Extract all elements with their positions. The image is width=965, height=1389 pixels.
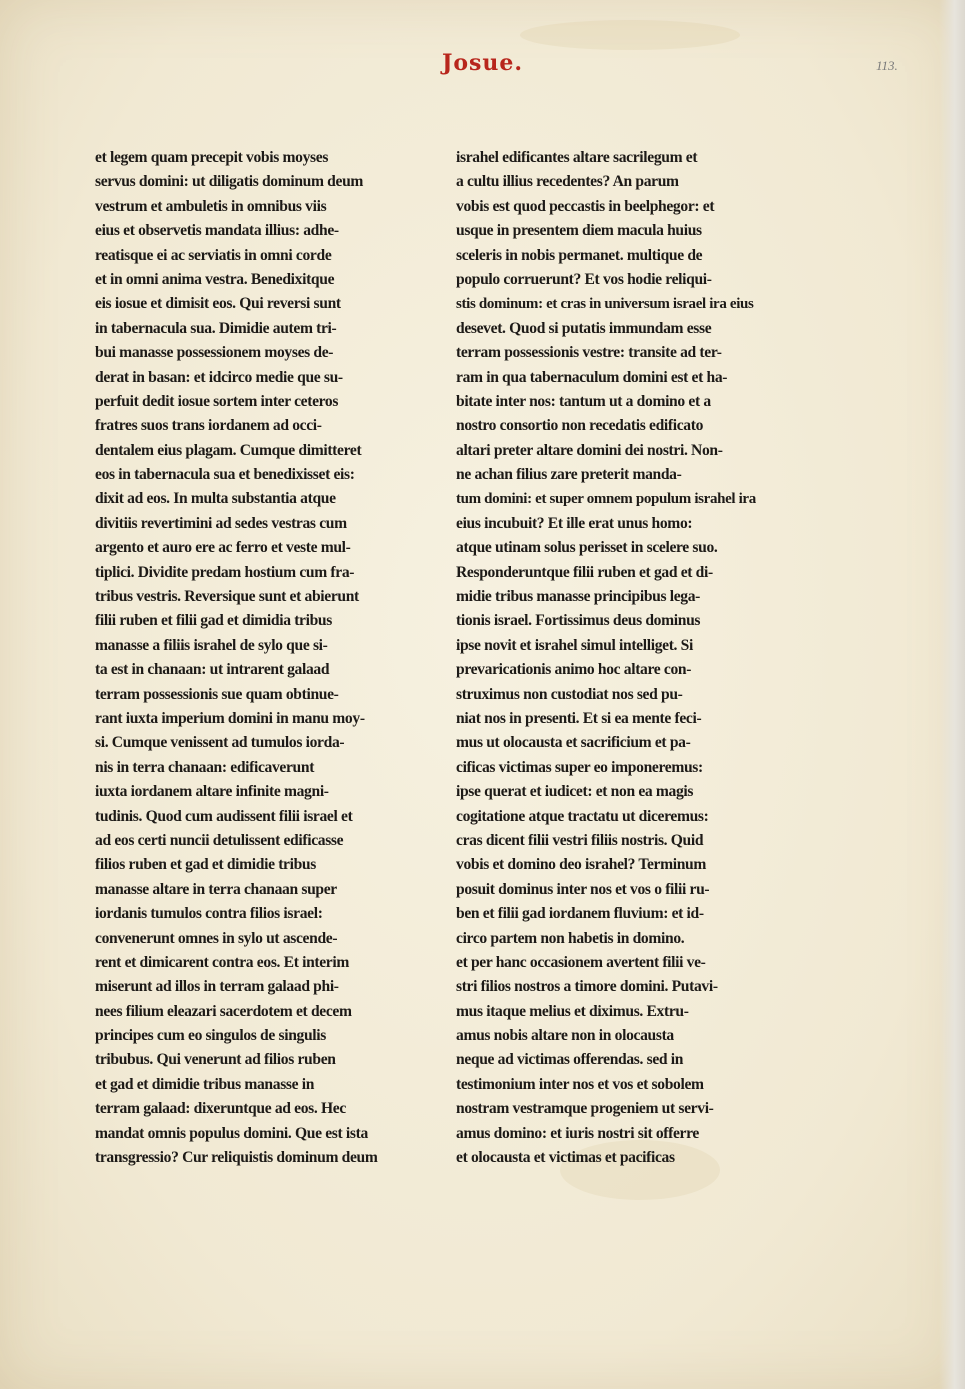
text-line: ipse querat et iudicet: et non ea magis — [456, 783, 694, 801]
text-line: israhel edificantes altare sacrilegum et — [456, 149, 698, 166]
text-line: divitiis revertimini ad sedes vestras cum — [95, 514, 347, 532]
text-line: terram possessionis vestre: transite ad ter- — [456, 344, 722, 362]
text-line: et olocausta et victimas et pacificas — [456, 1149, 675, 1167]
text-line: amus nobis altare non in olocausta — [456, 1027, 674, 1045]
text-line: rent et dimicarent contra eos. Et interim — [95, 953, 349, 971]
text-line: fratres suos trans iordanem ad occi- — [95, 417, 322, 435]
text-line: si. Cumque venissent ad tumulos iorda- — [95, 734, 345, 752]
text-line: Responderuntque filii ruben et gad et di- — [456, 563, 713, 581]
text-line: ta est in chanaan: ut intrarent galaad — [95, 661, 330, 679]
text-line: in tabernacula sua. Dimidie autem tri- — [95, 319, 337, 337]
text-line: cogitatione atque tractatu ut diceremus: — [456, 807, 709, 825]
text-line: dentalem eius plagam. Cumque dimitteret — [95, 441, 362, 459]
text-line: populo corruerunt? Et vos hodie reliqui- — [456, 270, 712, 288]
text-column-right — [456, 146, 756, 1170]
text-line: usque in presentem diem macula huius — [456, 222, 702, 240]
text-line: tribus vestris. Reversique sunt et abierunt — [95, 588, 359, 606]
text-line: servus domini: ut diligatis dominum deum — [95, 173, 364, 191]
text-line: ad eos certi nuncii detulissent edificasse — [95, 831, 344, 849]
text-line: argento et auro ere ac ferro et veste mul- — [95, 539, 351, 557]
page-edge — [939, 0, 965, 1389]
text-line: mus ut olocausta et sacrificium et pa- — [456, 734, 691, 752]
text-line: principes cum eo singulos de singulis — [95, 1027, 326, 1045]
text-line: midie tribus manasse principibus lega- — [456, 588, 701, 606]
text-line: bui manasse possessionem moyses de- — [95, 344, 334, 362]
text-line: tiplici. Dividite predam hostium cum fra- — [95, 563, 355, 581]
text-line: vobis et domino deo israhel? Terminum — [456, 856, 707, 874]
text-line: terram galaad: dixeruntque ad eos. Hec — [95, 1100, 346, 1118]
text-line: ipse novit et israhel simul intelliget. Si — [456, 636, 693, 654]
text-line: desevet. Quod si putatis immundam esse — [456, 319, 712, 337]
text-line: tum domini: et super omnem populum israhel ira — [456, 491, 756, 508]
text-line: bitate inter nos: tantum ut a domino et a — [456, 392, 711, 410]
text-line: filii ruben et filii gad et dimidia tribus — [95, 612, 332, 630]
text-line: posuit dominus inter nos et vos o filii ru- — [456, 880, 710, 898]
text-line: cras dicent filii vestri filiis nostris. Quid — [456, 831, 704, 849]
text-line: vobis est quod peccastis in beelphegor: et — [456, 197, 715, 215]
text-line: vestrum et ambuletis in omnibus viis — [95, 197, 327, 215]
text-column-left — [95, 146, 395, 1170]
text-line: tudinis. Quod cum audissent filii israel et — [95, 807, 353, 825]
text-line: transgressio? Cur reliquistis dominum deum — [95, 1149, 378, 1167]
text-line: manasse a filiis israhel de sylo que si- — [95, 636, 328, 654]
text-line: a cultu illius recedentes? An parum — [456, 173, 679, 191]
text-line: et legem quam precepit vobis moyses — [95, 149, 329, 166]
text-line: nostram vestramque progeniem ut servi- — [456, 1100, 714, 1118]
text-line: eos in tabernacula sua et benedixisset eis: — [95, 466, 355, 484]
text-line: terram possessionis sue quam obtinue- — [95, 685, 339, 703]
text-line: eis iosue et dimisit eos. Qui reversi sunt — [95, 295, 341, 313]
text-line: circo partem non habetis in domino. — [456, 929, 685, 947]
text-line: reatisque ei ac serviatis in omni corde — [95, 246, 332, 264]
text-line: et per hanc occasionem avertent filii ve- — [456, 953, 706, 971]
text-line: ben et filii gad iordanem fluvium: et id- — [456, 905, 704, 923]
text-line: mandat omnis populus domini. Que est ista — [95, 1124, 368, 1142]
text-line: mus itaque melius et diximus. Extru- — [456, 1002, 689, 1020]
text-line: iordanis tumulos contra filios israel: — [95, 905, 323, 923]
text-line: niat nos in presenti. Et si ea mente feci- — [456, 709, 702, 727]
text-line: ram in qua tabernaculum domini est et ha- — [456, 368, 728, 386]
text-line: sceleris in nobis permanet. multique de — [456, 246, 703, 264]
text-line: amus domino: et iuris nostri sit offerre — [456, 1124, 699, 1142]
text-line: derat in basan: et idcirco medie que su- — [95, 368, 343, 386]
text-line: altari preter altare domini dei nostri. Non- — [456, 441, 723, 459]
text-line: nees filium eleazari sacerdotem et decem — [95, 1002, 352, 1020]
text-line: miserunt ad illos in terram galaad phi- — [95, 978, 339, 996]
text-line: neque ad victimas offerendas. sed in — [456, 1051, 684, 1069]
text-line: eius incubuit? Et ille erat unus homo: — [456, 514, 693, 532]
text-line: dixit ad eos. In multa substantia atque — [95, 490, 336, 508]
text-line: manasse altare in terra chanaan super — [95, 880, 337, 898]
text-line: testimonium inter nos et vos et sobolem — [456, 1075, 704, 1093]
text-line: nostro consortio non recedatis edificato — [456, 417, 704, 435]
running-title: Josue. — [441, 50, 524, 76]
text-line: filios ruben et gad et dimidie tribus — [95, 856, 316, 874]
text-line: tribubus. Qui venerunt ad filios ruben — [95, 1051, 336, 1069]
text-line: perfuit dedit iosue sortem inter ceteros — [95, 392, 339, 410]
text-line: convenerunt omnes in sylo ut ascende- — [95, 929, 338, 947]
text-line: eius et observetis mandata illius: adhe- — [95, 222, 339, 240]
text-line: rant iuxta imperium domini in manu moy- — [95, 709, 365, 727]
text-line: stri filios nostros a timore domini. Putavi- — [456, 978, 718, 996]
text-line: cificas victimas super eo imponeremus: — [456, 758, 703, 776]
text-line: ne achan filius zare preterit manda- — [456, 466, 682, 484]
paper-stain — [520, 20, 740, 50]
text-line: struximus non custodiat nos sed pu- — [456, 685, 683, 703]
text-line: atque utinam solus perisset in scelere suo. — [456, 539, 718, 557]
text-line: nis in terra chanaan: edificaverunt — [95, 758, 315, 776]
text-line: tionis israel. Fortissimus deus dominus — [456, 612, 701, 630]
text-line: et gad et dimidie tribus manasse in — [95, 1075, 315, 1093]
text-line: stis dominum: et cras in universum israel ira eius — [456, 296, 754, 313]
text-line: iuxta iordanem altare infinite magni- — [95, 783, 329, 801]
page-header — [0, 50, 965, 76]
text-line: et in omni anima vestra. Benedixitque — [95, 270, 335, 288]
text-line: prevaricationis animo hoc altare con- — [456, 661, 692, 679]
folio-number: 113. — [876, 58, 898, 73]
